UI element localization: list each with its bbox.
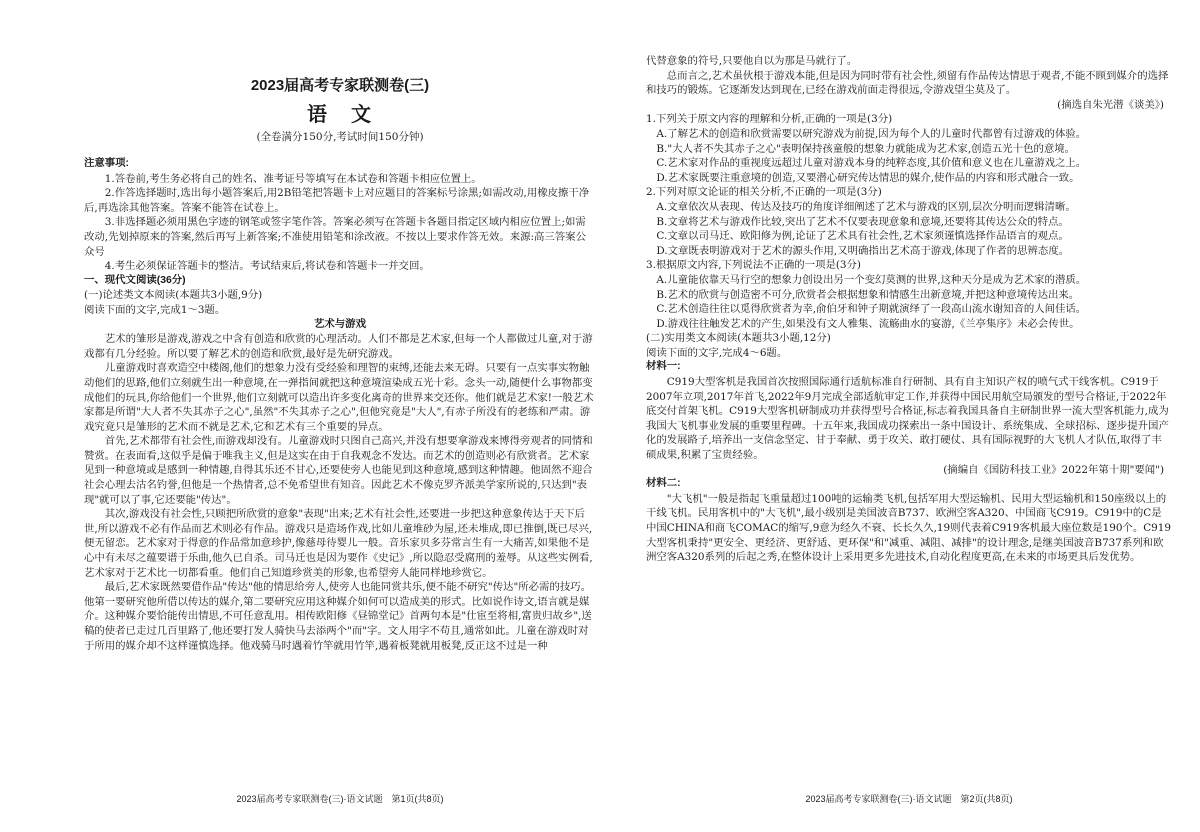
question-option: B.艺术的欣赏与创造密不可分,欣赏者会根据想象和情感生出新意境,并把这种意境传达出来。 [656, 288, 1080, 301]
question-option: A.儿童能依靠天马行空的想象力创设出另一个变幻莫测的世界,这种天分是成为艺术家的潜质。 [656, 273, 1087, 286]
question-option: C.艺术家对作品的重视度远超过儿童对游戏本身的纯粹态度,其价值和意义也在儿童游戏之上。 [656, 157, 1087, 170]
subject-title: 语 文 [307, 104, 373, 126]
instruction: 阅读下面的文字,完成1～3题。 [84, 303, 226, 316]
right-content [646, 54, 1172, 565]
article-paragraph: 艺术的雏形是游戏,游戏之中含有创造和欣赏的心理活动。人们不都是艺术家,但每一个人都做过儿童,对于游戏都有几分经验。所以要了解艺术的创造和欣赏,最好是先研究游戏。 [84, 333, 593, 360]
article-paragraph: 代替意象的符号,只要他自以为那是马就行了。 [646, 55, 858, 67]
question-option: A.了解艺术的创造和欣赏需要以研究游戏为前提,因为每个人的儿童时代都曾有过游戏的体验。 [656, 127, 1087, 140]
question-option: C.文章以司马迁、欧阳修为例,论证了艺术具有社会性,艺术家须谨慎选择作品语言的观点。 [656, 230, 1069, 243]
exam-title: 2023届高考专家联测卷(三) [250, 77, 430, 94]
question-option: C.艺术创造往往以觅得欣赏者为幸,俞伯牙和钟子期就演绎了一段高山流水谢知音的人间佳话。 [656, 303, 1087, 316]
instruction: 阅读下面的文字,完成4～6题。 [646, 346, 788, 359]
question-2 [646, 185, 1172, 258]
material-title: 材料一: [646, 361, 681, 373]
subsection-heading: (二)实用类文本阅读(本题共3小题,12分) [646, 332, 831, 345]
question-option: D.艺术家既要注重意境的创造,又要潜心研究传达情思的媒介,使作品的内容和形式融合一致。 [656, 171, 1080, 184]
question-option: A.文章依次从表现、传达及技巧的角度详细阐述了艺术与游戏的区别,层次分明而逻辑清晰。 [656, 200, 1076, 213]
question-option: B."大人者不失其赤子之心"表明保持孩童般的想象力就能成为艺术家,创造五光十色的意境。 [656, 142, 1076, 155]
section-heading: 一、现代文阅读(36分) [84, 274, 186, 286]
notice-item: 1.答卷前,考生务必将自己的姓名、准考证号等填写在本试卷和答题卡相应位置上。 [104, 172, 482, 185]
article-paragraph: 最后,艺术家既然要借作品"传达"他的情思给旁人,使旁人也能同赏共乐,便不能不研究"传达"所必需的技巧。他第一要研究他所借以传达的媒介,第二要研究应用这种媒介如何可以造成美的形式。比如说作诗文,语言就是媒介。这种媒介要恰能传出情思,不可任意乱用。相传欧阳修《昼锦堂记》首两句本是"仕宦至将相,富贵归故乡",送稿的使者已走过几百里路了,他还要打发人骑快马去添两个"而"字。文人用字不苟且,通常如此。儿童在游戏时对于所用的媒介却不这样谨慎选择。他戏骑马时遇着竹竿就用竹竿,遇着板凳就用板凳,反正这不过是一种 [84, 581, 592, 652]
question-1 [646, 112, 1172, 185]
question-3 [646, 258, 1172, 331]
article-paragraph: 总而言之,艺术虽伙根于游戏本能,但是因为同时带有社会性,须留有作品传达情思于观者,不能不顾到媒介的选择和技巧的锻炼。它逐渐发达到现在,已经在游戏前面走得很远,令游戏望尘莫及了。 [646, 69, 1169, 97]
exam-info: (全卷满分150分,考试时间150分钟) [256, 131, 424, 143]
material-paragraph: "大飞机"一般是指起飞重量超过100吨的运输类飞机,包括军用大型运输机、民用大型运输机和150座级以上的干线飞机。民用客机中的"大飞机",最小级别是美国波音B737、欧洲空客A320、中国商飞C919。C919中的C是中国CHINA和商飞COMAC的缩写,9意为经久不衰、长长久久,19则代表着C919客机最大座位数是190个。C919大型客机秉持"更安全、更经济、更舒适、更环保"和"减重、减阻、减排"的设计理念,是继美国波音B737系列和欧洲空客A320系列的后起之秀,在整体设计上采用更多先进技术,自动化程度更高,在未来的市场更具后发优势。 [646, 492, 1171, 564]
article-paragraph: 儿童游戏时喜欢造空中楼阁,他们的想象力没有受经验和理智的束缚,还能去来无碍。只要有一点实事实物触动他们的思路,他们立刻就生出一种意境,在一弹指间就把这种意境渲染成五光十彩。念头一动,随便什么事物都变成他们的玩具,你给他们一个世界,他们立刻就可以造出许多变化离奇的世界来交还你。他们就是艺术家!一般艺术家都是所谓"大人者不失其赤子之心",虽然"不失其赤子之心",但他究竟是"大人",有赤子所没有的老练和严肃。游戏究竟只是雏形的艺术而不就是艺术,它和艺术有三个重要的异点。 [84, 362, 594, 433]
notice-block [84, 157, 596, 653]
material-title: 材料二: [646, 478, 681, 490]
question-option: D.游戏往往触发艺术的产生,如果没有文人雅集、流觞曲水的宴游,《兰亭集序》未必会传世。 [656, 317, 1080, 330]
source-citation: (摘编自《国防科技工业》2022年第十期"要闻") [943, 463, 1164, 476]
page-footer: 2023届高考专家联测卷(三)·语文试题 第1页(共8页) [236, 794, 444, 804]
notice-title: 注意事项: [84, 158, 130, 169]
question-option: D.文章既表明游戏对于艺术的源头作用,又明确指出艺术高于游戏,体现了作者的思辨态度。 [656, 244, 1070, 257]
question-stem: 3.根据原文内容,下列说法不正确的一项是(3分) [646, 259, 861, 272]
question-stem: 1.下列关于原文内容的理解和分析,正确的一项是(3分) [646, 113, 893, 126]
source-citation: (摘选自朱光潜《谈美》) [1057, 98, 1164, 111]
notice-item: 3.非选择题必须用黑色字迹的钢笔或签字笔作答。答案必须写在答题卡各题目指定区域内相应位置上;如需改动,先划掉原来的答案,然后再写上新答案;不准使用铅笔和涂改液。不按以上要求作答无效。来源:高三答案公众号 [84, 216, 586, 258]
article-paragraph: 首先,艺术都带有社会性,而游戏却没有。儿童游戏时只图自己高兴,并没有想要拿游戏来博得旁观者的同情和赞赏。在表面看,这似乎是偏于唯我主义,但是这实在由于自我观念不发达。而艺术的创造则必有欣赏者。艺术家见到一种意境或是感到一种情趣,自得其乐还不甘心,还要使旁人也能见到这种意境,感到这种情趣。他固然不迎合社会心理去沽名钓誉,但他是一个热情者,总不免希望世有知音。因此艺术不像克罗齐派美学家所说的,只达到"表现"就可以了事,它还要能"传达"。 [84, 435, 593, 506]
question-option: B.文章将艺术与游戏作比较,突出了艺术不仅要表现意象和意境,还要将其传达公众的特点。 [656, 215, 1069, 228]
material-paragraph: C919大型客机是我国首次按照国际通行适航标准自行研制、具有自主知识产权的喷气式干线客机。C919于2007年立项,2017年首飞,2022年9月完成全部适航审定工作,并获得中国民用航空局颁发的型号合格证,于2022年底交付首架飞机。C919大型客机研制成功并获得型号合格证,标志着我国具备自主研制世界一流大型客机能力,成为我国大飞机事业发展的重要里程碑。十五年来,我国成功探索出一条中国设计、系统集成、全球招标、逐步提升国产化的发展路子,培养出一支信念坚定、甘于奉献、勇于攻关、敢打硬仗、具有国际视野的大飞机人才队伍,取得了丰硕成果,积累了宝贵经验。 [646, 376, 1169, 462]
article-paragraph: 其次,游戏没有社会性,只顾把所欣赏的意象"表现"出来;艺术有社会性,还要进一步把这种意象传达于天下后世,所以游戏不必有作品而艺术则必有作品。游戏只是造场作戏,比如儿童堆砂为屋,还未堆成,即已推倒,既已尽兴,便无留恋。艺术家对于得意的作品常加意珍护,像慈母待婴儿一般。音乐家贝多芬常言生有一大痛苦,如果他不是心中有未尽之蕴要谱于乐曲,他久已自杀。司马迁也是因为要作《史记》,所以隐忍受腐刑的羞辱。从这些实例看,艺术家对于艺术比一切都看重。他们自己知道珍赏美的形象,也希望旁人能同样地珍赏它。 [84, 508, 593, 579]
notice-item: 4.考生必须保证答题卡的整洁。考试结束后,将试卷和答题卡一并交回。 [104, 260, 430, 273]
left-page [84, 0, 596, 832]
right-page [646, 0, 1172, 832]
article-title: 艺术与游戏 [314, 318, 366, 330]
question-stem: 2.下列对原文论证的相关分析,不正确的一项是(3分) [646, 186, 882, 199]
notice-item: 2.作答选择题时,选出每小题答案后,用2B铅笔把答题卡上对应题目的答案标号涂黑;如需改动,用橡皮擦干净后,再选涂其他答案。答案不能答在试卷上。 [84, 187, 590, 214]
subsection-heading: (一)论述类文本阅读(本题共3小题,9分) [84, 289, 263, 302]
page-footer: 2023届高考专家联测卷(三)·语文试题 第2页(共8页) [805, 794, 1013, 804]
